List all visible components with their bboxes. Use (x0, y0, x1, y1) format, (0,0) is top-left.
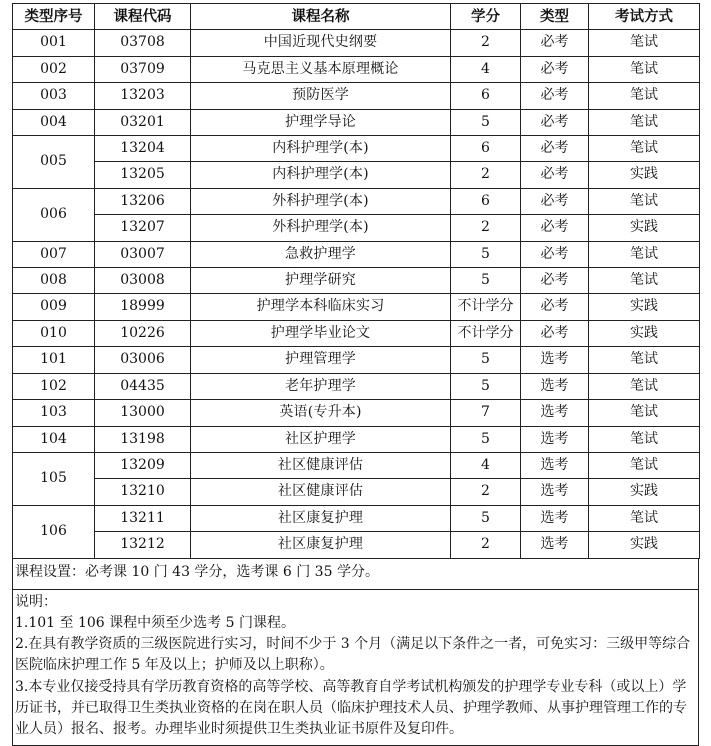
cell-credit: 不计学分 (451, 294, 521, 320)
cell-credit: 4 (451, 56, 521, 82)
cell-exam: 实践 (589, 162, 700, 188)
cell-seq: 101 (13, 347, 95, 373)
table-row (13, 268, 700, 294)
cell-name: 社区康复护理 (191, 532, 451, 558)
cell-name: 社区健康评估 (191, 452, 451, 478)
cell-name: 急救护理学 (191, 241, 451, 267)
cell-exam: 笔试 (589, 188, 700, 214)
cell-credit: 2 (451, 215, 521, 241)
cell-code: 13198 (95, 426, 191, 452)
course-table (12, 3, 700, 559)
cell-credit: 2 (451, 162, 521, 188)
cell-type: 必考 (521, 109, 589, 135)
cell-type: 必考 (521, 268, 589, 294)
notes-section (12, 559, 699, 746)
table-row (13, 320, 700, 346)
table-row (13, 241, 700, 267)
cell-name: 内科护理学(本) (191, 136, 451, 162)
cell-type: 选考 (521, 400, 589, 426)
table-row (13, 479, 700, 505)
cell-credit: 6 (451, 136, 521, 162)
cell-type: 必考 (521, 136, 589, 162)
cell-name: 预防医学 (191, 83, 451, 109)
cell-code: 18999 (95, 294, 191, 320)
cell-name: 老年护理学 (191, 373, 451, 399)
table-row (13, 188, 700, 214)
cell-type: 选考 (521, 373, 589, 399)
course-sheet (12, 3, 699, 746)
cell-credit: 6 (451, 83, 521, 109)
cell-type: 选考 (521, 426, 589, 452)
cell-seq: 005 (13, 136, 95, 189)
cell-exam: 笔试 (589, 136, 700, 162)
table-row (13, 347, 700, 373)
cell-exam: 实践 (589, 294, 700, 320)
cell-exam: 实践 (589, 215, 700, 241)
cell-exam: 笔试 (589, 426, 700, 452)
cell-seq: 105 (13, 452, 95, 505)
cell-code: 03006 (95, 347, 191, 373)
table-row (13, 532, 700, 558)
cell-type: 必考 (521, 30, 589, 56)
cell-name: 外科护理学(本) (191, 215, 451, 241)
table-row (13, 83, 700, 109)
cell-name: 内科护理学(本) (191, 162, 451, 188)
cell-exam: 笔试 (589, 109, 700, 135)
cell-type: 必考 (521, 320, 589, 346)
cell-name: 中国近现代史纲要 (191, 30, 451, 56)
table-row (13, 452, 700, 478)
table-row (13, 373, 700, 399)
cell-code: 13212 (95, 532, 191, 558)
cell-type: 必考 (521, 83, 589, 109)
header-exam: 考试方式 (589, 4, 700, 30)
cell-seq: 007 (13, 241, 95, 267)
cell-credit: 2 (451, 479, 521, 505)
cell-code: 13209 (95, 452, 191, 478)
cell-name: 外科护理学(本) (191, 188, 451, 214)
cell-type: 必考 (521, 215, 589, 241)
header-name: 课程名称 (191, 4, 451, 30)
course-table-body (13, 30, 700, 558)
cell-type: 必考 (521, 294, 589, 320)
cell-seq: 104 (13, 426, 95, 452)
cell-name: 护理管理学 (191, 347, 451, 373)
table-row (13, 136, 700, 162)
table-row (13, 215, 700, 241)
cell-seq: 006 (13, 188, 95, 241)
cell-exam: 笔试 (589, 373, 700, 399)
cell-code: 10226 (95, 320, 191, 346)
header-credit: 学分 (451, 4, 521, 30)
header-type: 类型 (521, 4, 589, 30)
cell-credit: 5 (451, 109, 521, 135)
cell-credit: 2 (451, 30, 521, 56)
cell-type: 选考 (521, 347, 589, 373)
cell-seq: 003 (13, 83, 95, 109)
cell-name: 社区康复护理 (191, 505, 451, 531)
cell-type: 选考 (521, 479, 589, 505)
cell-name: 护理学本科临床实习 (191, 294, 451, 320)
cell-code: 04435 (95, 373, 191, 399)
header-code: 课程代码 (95, 4, 191, 30)
cell-code: 13207 (95, 215, 191, 241)
cell-code: 13204 (95, 136, 191, 162)
cell-type: 必考 (521, 188, 589, 214)
table-row (13, 294, 700, 320)
cell-type: 必考 (521, 241, 589, 267)
note-item: 2.在具有教学资质的三级医院进行实习，时间不少于 3 个月（满足以下条件之一者，可免实习：三级甲等综合医院临床护理工作 5 年及以上；护师及以上职称）。 (15, 636, 691, 674)
cell-credit: 6 (451, 188, 521, 214)
table-row (13, 426, 700, 452)
cell-exam: 实践 (589, 532, 700, 558)
cell-seq: 001 (13, 30, 95, 56)
cell-seq: 103 (13, 400, 95, 426)
cell-seq: 004 (13, 109, 95, 135)
cell-code: 03007 (95, 241, 191, 267)
table-header-row (13, 4, 700, 30)
cell-credit: 不计学分 (451, 320, 521, 346)
cell-credit: 7 (451, 400, 521, 426)
cell-type: 选考 (521, 452, 589, 478)
table-row (13, 400, 700, 426)
cell-seq: 008 (13, 268, 95, 294)
note-item: 1.101 至 106 课程中须至少选考 5 门课程。 (15, 614, 295, 631)
cell-code: 13211 (95, 505, 191, 531)
cell-code: 13203 (95, 83, 191, 109)
cell-credit: 2 (451, 532, 521, 558)
course-setting: 课程设置：必考课 10 门 43 学分，选考课 6 门 35 学分。 (13, 559, 698, 590)
cell-credit: 5 (451, 426, 521, 452)
cell-credit: 4 (451, 452, 521, 478)
cell-exam: 笔试 (589, 241, 700, 267)
cell-name: 护理学研究 (191, 268, 451, 294)
cell-name: 护理学导论 (191, 109, 451, 135)
table-row (13, 109, 700, 135)
cell-code: 03708 (95, 30, 191, 56)
note-item: 3.本专业仅接受持具有学历教育资格的高等学校、高等教育自学考试机构颁发的护理学专业专科（或以上）学历证书，并已取得卫生类执业资格的在岗在职人员（临床护理技术人员、护理学教师、从事护理管理工作的专业人员）报名、报考。办理毕业时须提供卫生类执业证书原件及复印件。 (15, 678, 687, 738)
explanation (13, 590, 698, 745)
cell-credit: 5 (451, 347, 521, 373)
cell-seq: 002 (13, 56, 95, 82)
cell-exam: 笔试 (589, 56, 700, 82)
cell-seq: 106 (13, 505, 95, 558)
cell-credit: 5 (451, 373, 521, 399)
cell-exam: 实践 (589, 320, 700, 346)
cell-type: 选考 (521, 532, 589, 558)
cell-code: 13206 (95, 188, 191, 214)
cell-code: 13210 (95, 479, 191, 505)
table-row (13, 30, 700, 56)
cell-exam: 笔试 (589, 505, 700, 531)
cell-name: 英语(专升本) (191, 400, 451, 426)
cell-name: 社区护理学 (191, 426, 451, 452)
cell-exam: 笔试 (589, 268, 700, 294)
cell-credit: 5 (451, 505, 521, 531)
cell-type: 选考 (521, 505, 589, 531)
cell-seq: 102 (13, 373, 95, 399)
cell-seq: 009 (13, 294, 95, 320)
cell-name: 护理学毕业论文 (191, 320, 451, 346)
cell-name: 马克思主义基本原理概论 (191, 56, 451, 82)
cell-type: 必考 (521, 56, 589, 82)
notes-title: 说明： (15, 593, 57, 610)
cell-exam: 笔试 (589, 83, 700, 109)
cell-exam: 笔试 (589, 30, 700, 56)
cell-type: 必考 (521, 162, 589, 188)
cell-exam: 笔试 (589, 347, 700, 373)
cell-exam: 笔试 (589, 452, 700, 478)
table-row (13, 56, 700, 82)
table-row (13, 162, 700, 188)
cell-code: 03201 (95, 109, 191, 135)
cell-exam: 实践 (589, 479, 700, 505)
cell-code: 13000 (95, 400, 191, 426)
cell-code: 13205 (95, 162, 191, 188)
cell-seq: 010 (13, 320, 95, 346)
cell-exam: 笔试 (589, 400, 700, 426)
header-seq: 类型序号 (13, 4, 95, 30)
cell-name: 社区健康评估 (191, 479, 451, 505)
cell-code: 03709 (95, 56, 191, 82)
cell-credit: 5 (451, 268, 521, 294)
cell-credit: 5 (451, 241, 521, 267)
table-row (13, 505, 700, 531)
cell-code: 03008 (95, 268, 191, 294)
